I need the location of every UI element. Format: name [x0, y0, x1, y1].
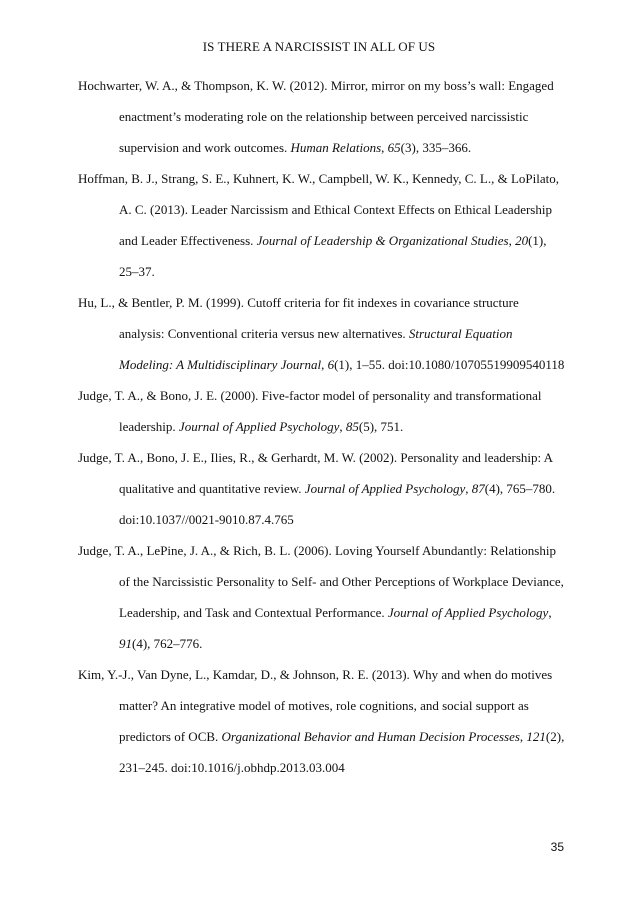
reference-text: A. C. (2013). Leader Narcissism and Ethical Context Effects on Ethical Leadership — [119, 202, 552, 217]
reference-text: (2), — [545, 729, 565, 744]
reference-text: Judge, T. A., & Bono, J. E. (2000). Five-factor model of personality and transformational — [78, 388, 542, 403]
reference-text: , — [465, 481, 472, 496]
reference-text: enactment’s moderating role on the relationship between perceived narcissistic — [119, 109, 529, 124]
reference-italic-text: 6 — [327, 357, 335, 372]
reference-text: , — [381, 140, 388, 155]
reference-italic-text: 65 — [387, 140, 401, 155]
reference-italic-text: 85 — [345, 419, 359, 434]
reference-entry — [78, 163, 568, 287]
running-head: IS THERE A NARCISSIST IN ALL OF US — [202, 39, 436, 54]
reference-italic-text: Journal of Applied Psychology — [178, 419, 340, 434]
reference-text: analysis: Conventional criteria versus new alternatives. — [119, 326, 409, 341]
reference-text: Hoffman, B. J., Strang, S. E., Kuhnert, K. W., Campbell, W. K., Kennedy, C. L., & LoPilato, — [78, 171, 559, 186]
reference-text: supervision and work outcomes. — [119, 140, 291, 155]
reference-entry — [78, 380, 568, 442]
reference-line — [78, 597, 568, 628]
reference-entry — [78, 70, 568, 163]
reference-italic-text: 91 — [119, 636, 132, 651]
reference-line — [78, 349, 568, 380]
reference-line — [78, 380, 568, 411]
reference-italic-text: Human Relations — [290, 140, 382, 155]
reference-line — [78, 101, 568, 132]
reference-text: Hu, L., & Bentler, P. M. (1999). Cutoff criteria for fit indexes in covariance structure — [78, 295, 519, 310]
reference-entry — [78, 442, 568, 535]
reference-text: Judge, T. A., Bono, J. E., Ilies, R., & Gerhardt, M. W. (2002). Personality and leadership: A — [78, 450, 554, 465]
reference-italic-text: Journal of Leadership & Organizational Studies — [256, 233, 509, 248]
reference-italic-text: Organizational Behavior and Human Decision Processes — [221, 729, 520, 744]
reference-text: (3), 335–366. — [400, 140, 472, 155]
reference-text: Judge, T. A., LePine, J. A., & Rich, B. L. (2006). Loving Yourself Abundantly: Relationship — [78, 543, 556, 558]
reference-italic-text: 121 — [526, 729, 546, 744]
reference-entry — [78, 535, 568, 659]
reference-line — [78, 70, 568, 101]
reference-line — [78, 163, 568, 194]
reference-line — [78, 628, 568, 659]
reference-line — [78, 256, 568, 287]
reference-line — [78, 721, 568, 752]
reference-italic-text: Structural Equation — [408, 326, 513, 341]
reference-line — [78, 442, 568, 473]
reference-italic-text: 20 — [515, 233, 529, 248]
reference-text: and Leader Effectiveness. — [119, 233, 257, 248]
reference-text: of the Narcissistic Personality to Self- and Other Perceptions of Workplace Deviance, — [119, 574, 564, 589]
reference-line — [78, 287, 568, 318]
reference-text: matter? An integrative model of motives, role cognitions, and social support as — [119, 698, 529, 713]
reference-text: qualitative and quantitative review. — [119, 481, 305, 496]
reference-text: , — [339, 419, 346, 434]
reference-line — [78, 535, 568, 566]
reference-text: Leadership, and Task and Contextual Performance. — [119, 605, 388, 620]
reference-italic-text: Journal of Applied Psychology — [387, 605, 549, 620]
reference-text: Kim, Y.-J., Van Dyne, L., Kamdar, D., & Johnson, R. E. (2013). Why and when do motives — [78, 667, 553, 682]
reference-line — [78, 690, 568, 721]
reference-line — [78, 132, 568, 163]
reference-text: , — [548, 605, 552, 620]
reference-text: predictors of OCB. — [119, 729, 222, 744]
reference-line — [78, 659, 568, 690]
reference-italic-text: Modeling: A Multidisciplinary Journal — [119, 357, 322, 372]
reference-line — [78, 225, 568, 256]
reference-text: , — [508, 233, 516, 248]
reference-entry — [78, 659, 568, 783]
reference-text: Hochwarter, W. A., & Thompson, K. W. (2012). Mirror, mirror on my boss’s wall: Engaged — [78, 78, 554, 93]
reference-text: (4), 762–776. — [132, 636, 203, 651]
reference-line — [78, 504, 568, 535]
reference-line — [78, 566, 568, 597]
page-number: 35 — [550, 840, 564, 854]
reference-line — [78, 194, 568, 225]
reference-line — [78, 411, 568, 442]
reference-italic-text: Journal of Applied Psychology — [304, 481, 466, 496]
reference-text: 25–37. — [119, 264, 155, 279]
reference-list — [78, 70, 568, 783]
reference-text: doi:10.1037//0021-9010.87.4.765 — [119, 512, 294, 527]
reference-text: (1), — [528, 233, 547, 248]
reference-text: (5), 751. — [358, 419, 404, 434]
reference-line — [78, 752, 568, 783]
reference-text: (4), 765–780. — [484, 481, 556, 496]
reference-text: , — [519, 729, 527, 744]
reference-line — [78, 473, 568, 504]
reference-line — [78, 318, 568, 349]
reference-text: (1), 1–55. doi:10.1080/10705519909540118 — [334, 357, 565, 372]
reference-text: leadership. — [119, 419, 179, 434]
reference-text: , — [321, 357, 328, 372]
reference-text: 231–245. doi:10.1016/j.obhdp.2013.03.004 — [119, 760, 345, 775]
reference-entry — [78, 287, 568, 380]
reference-italic-text: 87 — [471, 481, 485, 496]
